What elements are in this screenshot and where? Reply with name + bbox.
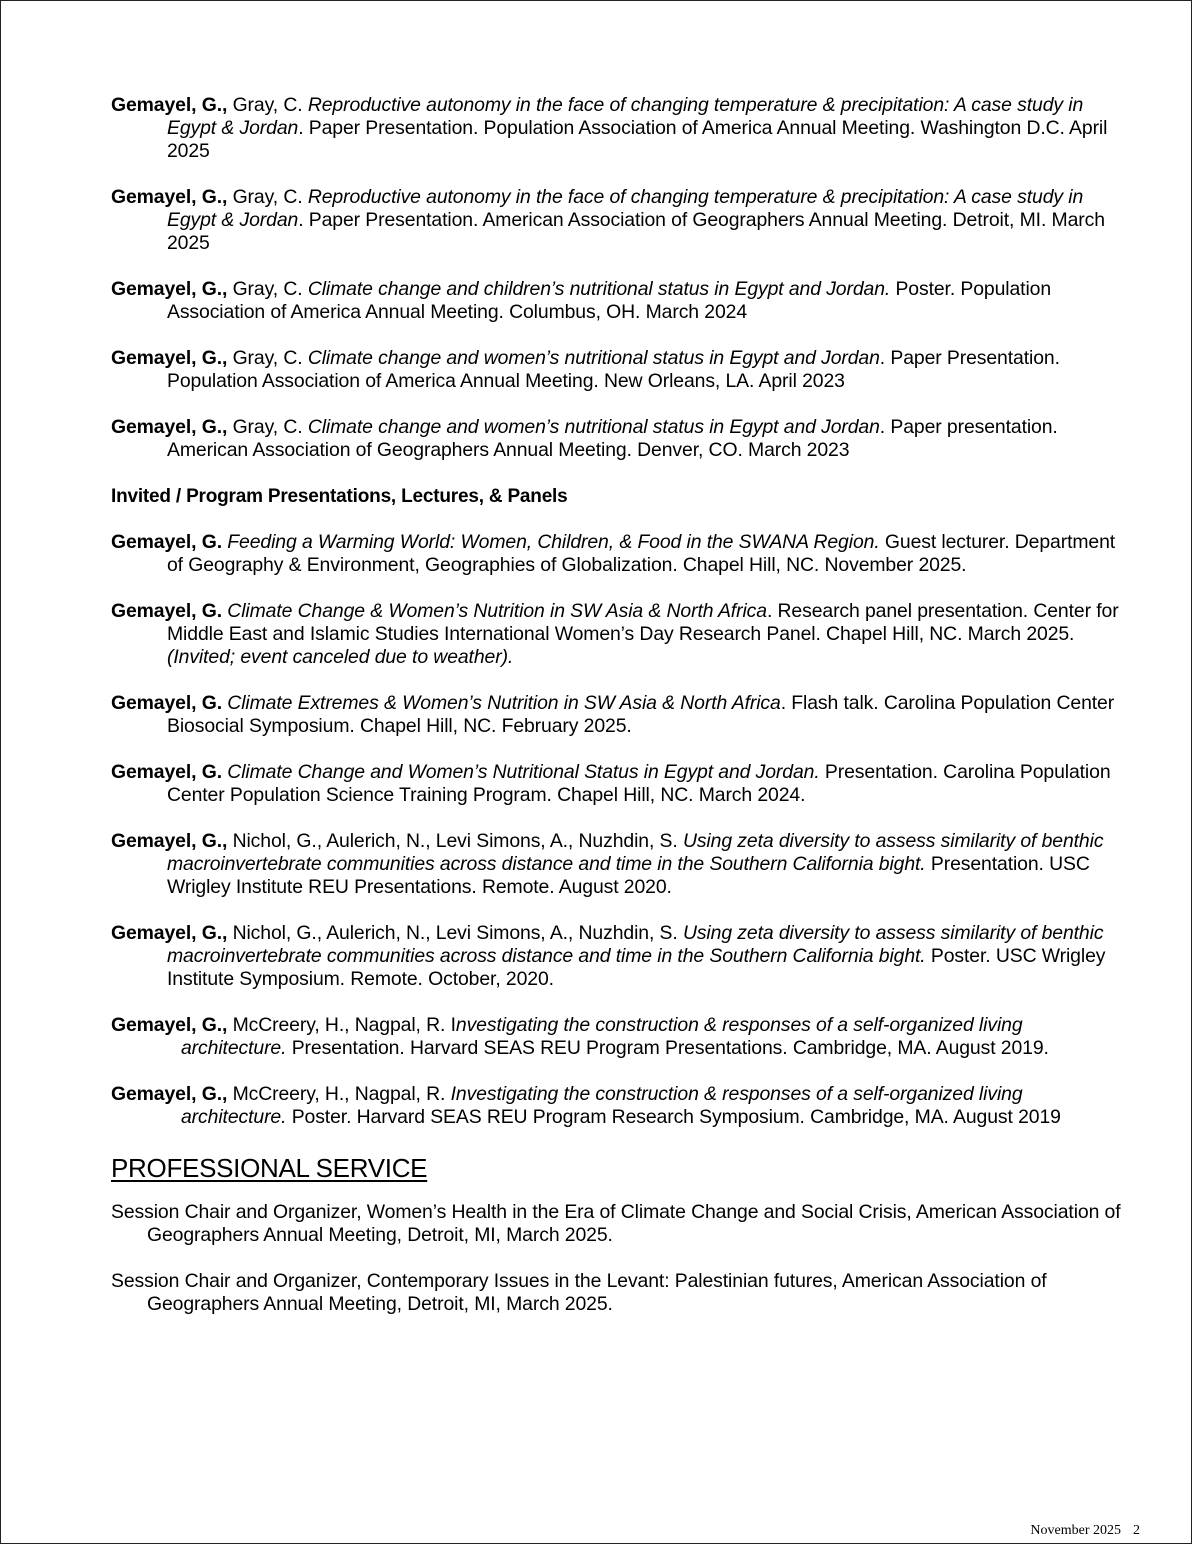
- page-number: 2: [1133, 1523, 1140, 1538]
- entry-title: Reproductive autonomy in the face of changing temperature & precipitation: A case study in Egypt & Jordan: [167, 94, 1084, 139]
- entry-title: Feeding a Warming World: Women, Children, & Food in the SWANA Region.: [227, 531, 880, 553]
- entry-authors: Gray, C.: [227, 416, 308, 438]
- invited-entry: [111, 531, 1126, 577]
- entry-author-bold: Gemayel, G.,: [111, 1014, 228, 1036]
- entry-details: Poster. USC Wrigley Institute Symposium. Remote. October, 2020.: [167, 945, 1106, 990]
- entry-author-bold: Gemayel, G.,: [111, 416, 228, 438]
- entry-details: Poster. Population Association of America Annual Meeting. Columbus, OH. March 2024: [167, 278, 1052, 323]
- entry-details: . Paper Presentation. Population Association of America Annual Meeting. New Orleans, LA. April 2023: [167, 347, 1060, 392]
- service-entry: Session Chair and Organizer, Contemporary Issues in the Levant: Palestinian futures, American Association of Geographers Annual Meeting, Detroit, MI, March 2025.: [111, 1270, 1047, 1315]
- entry-authors: McCreery, H., Nagpal, R. I: [227, 1014, 456, 1036]
- invited-entry: [111, 1083, 1126, 1129]
- entry-title: nvestigating the construction & responses of a self-organized living architecture.: [181, 1014, 1023, 1059]
- invited-entry: [111, 692, 1126, 738]
- entry-title: Climate change and children’s nutritional status in Egypt and Jordan.: [307, 278, 891, 300]
- invited-entry: [111, 922, 1126, 991]
- entry-note: (Invited; event canceled due to weather).: [167, 646, 514, 668]
- entry-title: Using zeta diversity to assess similarity of benthic macroinvertebrate communities across distance and time in the Southern California bight.: [167, 922, 1104, 967]
- entry-author-bold: Gemayel, G.,: [111, 347, 228, 369]
- entry-details: Presentation. Harvard SEAS REU Program Presentations. Cambridge, MA. August 2019.: [286, 1037, 1049, 1059]
- entry-title: Climate Change and Women’s Nutritional Status in Egypt and Jordan.: [227, 761, 820, 783]
- entry-author-bold: Gemayel, G.: [111, 531, 222, 553]
- entry-author-bold: Gemayel, G.,: [111, 830, 228, 852]
- invited-presentations-heading: Invited / Program Presentations, Lectures, & Panels: [111, 486, 568, 507]
- entry-title: Using zeta diversity to assess similarity of benthic macroinvertebrate communities across distance and time in the Southern California bight.: [167, 830, 1104, 875]
- professional-service-heading: PROFESSIONAL SERVICE: [111, 1153, 428, 1183]
- entry-title: Reproductive autonomy in the face of changing temperature & precipitation: A case study in Egypt & Jordan: [167, 186, 1084, 231]
- entry-details: Guest lecturer. Department of Geography & Environment, Geographies of Globalization. Chapel Hill, NC. November 2025.: [167, 531, 1116, 576]
- entry-author-bold: Gemayel, G.: [111, 761, 222, 783]
- entry-title: Climate change and women’s nutritional status in Egypt and Jordan: [307, 347, 880, 369]
- entry-details: . Paper Presentation. Population Association of America Annual Meeting. Washington D.C. April 2025: [167, 117, 1108, 162]
- presentation-entry: [111, 347, 1126, 393]
- service-entry: Session Chair and Organizer, Women’s Health in the Era of Climate Change and Social Crisis, American Association of Geographers Annual Meeting, Detroit, MI, March 2025.: [111, 1201, 1121, 1246]
- entry-authors: Nichol, G., Aulerich, N., Levi Simons, A., Nuzhdin, S.: [227, 922, 683, 944]
- entry-details: Poster. Harvard SEAS REU Program Research Symposium. Cambridge, MA. August 2019: [286, 1106, 1061, 1128]
- presentation-entry: [111, 94, 1126, 163]
- entry-authors: McCreery, H., Nagpal, R.: [227, 1083, 451, 1105]
- entry-authors: Gray, C.: [227, 94, 308, 116]
- entry-author-bold: Gemayel, G.,: [111, 186, 228, 208]
- entry-author-bold: Gemayel, G.,: [111, 94, 228, 116]
- entry-details: Presentation. Carolina Population Center Population Science Training Program. Chapel Hill, NC. March 2024.: [167, 761, 1111, 806]
- cv-page-content: [111, 94, 1126, 1339]
- entry-authors: Gray, C.: [227, 278, 308, 300]
- entry-details: . Flash talk. Carolina Population Center Biosocial Symposium. Chapel Hill, NC. February 2025.: [167, 692, 1115, 737]
- entry-authors: Gray, C.: [227, 186, 308, 208]
- entry-author-bold: Gemayel, G.,: [111, 1083, 228, 1105]
- entry-details: . Research panel presentation. Center for Middle East and Islamic Studies International Women’s Day Research Panel. Chapel Hill, NC. March 2025.: [167, 600, 1119, 645]
- entry-authors: Gray, C.: [227, 347, 308, 369]
- entry-author-bold: Gemayel, G.: [111, 692, 222, 714]
- page-footer: [1030, 1523, 1140, 1539]
- entry-title: Climate Extremes & Women’s Nutrition in SW Asia & North Africa: [227, 692, 781, 714]
- invited-entry: [111, 761, 1126, 807]
- footer-date: November 2025: [1030, 1523, 1121, 1538]
- invited-entry: [111, 1014, 1126, 1060]
- entry-authors: Nichol, G., Aulerich, N., Levi Simons, A., Nuzhdin, S.: [227, 830, 683, 852]
- entry-title: Investigating the construction & responses of a self-organized living architecture.: [181, 1083, 1023, 1128]
- entry-details: . Paper presentation. American Association of Geographers Annual Meeting. Denver, CO. March 2023: [167, 416, 1058, 461]
- presentation-entry: [111, 278, 1126, 324]
- entry-title: Climate change and women’s nutritional status in Egypt and Jordan: [307, 416, 880, 438]
- invited-entry: [111, 830, 1126, 899]
- entry-author-bold: Gemayel, G.: [111, 600, 222, 622]
- entry-author-bold: Gemayel, G.,: [111, 278, 228, 300]
- entry-title: Climate Change & Women’s Nutrition in SW Asia & North Africa: [227, 600, 767, 622]
- entry-details: . Paper Presentation. American Association of Geographers Annual Meeting. Detroit, MI. March 2025: [167, 209, 1105, 254]
- entry-details: Presentation. USC Wrigley Institute REU Presentations. Remote. August 2020.: [167, 853, 1090, 898]
- presentation-entry: [111, 186, 1126, 255]
- entry-author-bold: Gemayel, G.,: [111, 922, 228, 944]
- invited-entry: [111, 600, 1126, 669]
- presentation-entry: [111, 416, 1126, 462]
